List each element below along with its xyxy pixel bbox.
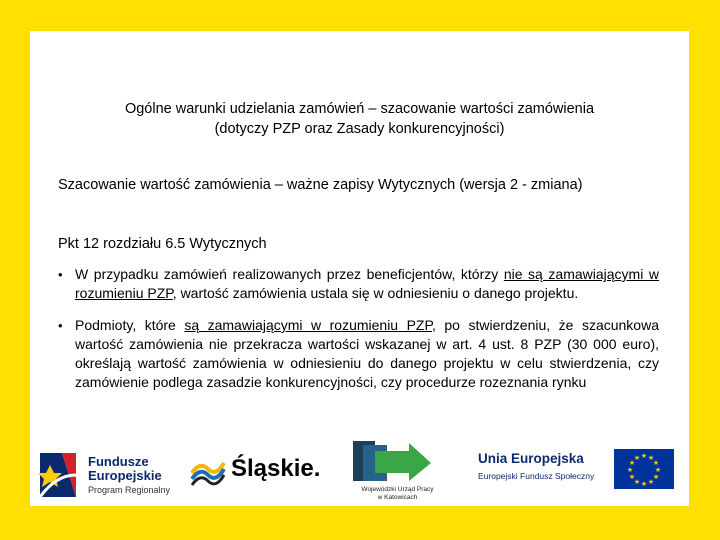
wup-line-1: Wojewódzki Urząd Pracy: [361, 486, 434, 493]
bullet-1-text-a: W przypadku zamówień realizowanych przez beneficjentów, którzy: [75, 266, 504, 282]
fe-emblem-icon: [36, 445, 82, 503]
bullet-item-2: [58, 316, 659, 392]
slaskie-logo: [186, 449, 321, 493]
svg-text:★: ★: [640, 452, 648, 460]
svg-text:★: ★: [633, 478, 641, 486]
wup-arrow-icon: [345, 437, 450, 485]
svg-text:★: ★: [640, 480, 648, 488]
section-reference: Pkt 12 rozdziału 6.5 Wytycznych: [58, 236, 267, 252]
bullet-2-text-a: Podmioty, które: [75, 317, 185, 333]
slide: [30, 31, 689, 506]
unia-europejska-logo: [478, 447, 678, 497]
svg-text:★: ★: [628, 459, 636, 467]
bullet-2-text-b: , po stwierdzeniu, że szacunkowa wartość zamówienia nie przekracza wartości wskazanej w art. 4 ust. 8 PZP (30 000 euro), określają wartość zamówienia w odniesieniu do danego projektu w celu stwierdzenia, czy zamówienie podlega zasadzie konkurencyjności, czy procedurze rozeznania rynku: [75, 317, 659, 390]
title-line-2: (dotyczy PZP oraz Zasady konkurencyjności): [214, 121, 505, 137]
svg-text:★: ★: [652, 459, 660, 467]
svg-text:★: ★: [647, 454, 655, 462]
page-title: [30, 99, 689, 139]
wup-text: [345, 486, 450, 502]
fe-text: [88, 455, 170, 497]
ue-title: Unia Europejska: [478, 451, 584, 466]
svg-text:★: ★: [652, 473, 660, 481]
wup-line-2: w Katowicach: [377, 494, 418, 501]
wup-katowice-logo: [345, 437, 450, 505]
svg-text:★: ★: [633, 454, 641, 462]
bullet-dot-icon: •: [58, 267, 63, 282]
svg-text:★: ★: [626, 466, 634, 474]
fe-line-1: Fundusze: [88, 454, 149, 469]
bullet-item-1: [58, 265, 659, 303]
bullet-1-underlined: nie są zamawiającymi w rozumieniu PZP: [75, 266, 659, 301]
fundusze-europejskie-logo: [36, 443, 186, 503]
bullet-2-underlined: są zamawiającymi w rozumieniu PZP: [184, 317, 433, 333]
fe-line-3: Program Regionalny: [88, 485, 171, 495]
section-subtitle: Szacowanie wartość zamówienia – ważne zapisy Wytycznych (wersja 2 - zmiana): [58, 177, 583, 193]
eu-flag-icon: [614, 449, 674, 489]
bullet-1-text-b: , wartość zamówienia ustala się w odniesieniu o danego projektu.: [172, 285, 579, 301]
svg-text:★: ★: [654, 466, 662, 474]
svg-text:★: ★: [628, 473, 636, 481]
bullet-list: [58, 265, 659, 405]
svg-text:★: ★: [647, 478, 655, 486]
ue-subtitle: Europejski Fundusz Społeczny: [478, 471, 595, 481]
slaskie-text: Śląskie.: [231, 455, 321, 482]
slaskie-wave-icon: [188, 451, 228, 491]
bullet-dot-icon: •: [58, 318, 63, 333]
title-line-1: Ogólne warunki udzielania zamówień – szacowanie wartości zamówienia: [124, 101, 595, 117]
fe-line-2: Europejskie: [88, 468, 162, 483]
logo-footer: [30, 435, 689, 506]
